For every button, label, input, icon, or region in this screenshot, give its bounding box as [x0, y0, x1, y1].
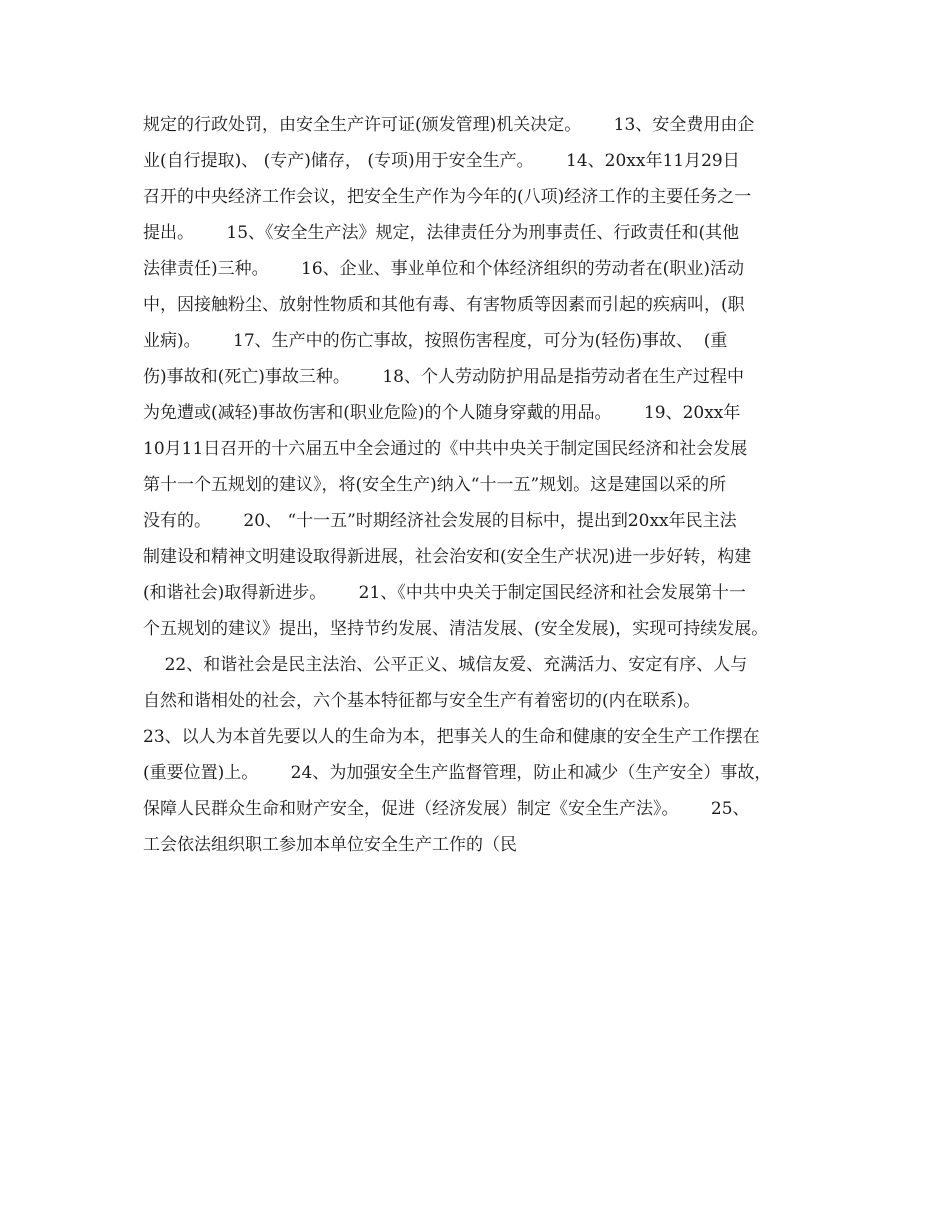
text-line: (重要位置)上。 24、为加强安全生产监督管理，防止和减少（生产安全）事故，	[143, 763, 772, 783]
text-line: 10月11日召开的十六届五中全会通过的《中共中央关于制定国民经济和社会发展	[143, 439, 748, 459]
text-line: 个五规划的建议》提出，坚持节约发展、清洁发展、(安全发展)，实现可持续发展。	[143, 619, 769, 639]
text-line: 伤)事故和(死亡)事故三种。 18、个人劳动防护用品是指劳动者在生产过程中	[143, 367, 744, 387]
text-line: (和谐社会)取得新进步。 21、《中共中央关于制定国民经济和社会发展第十一	[143, 583, 746, 603]
text-line: 自然和谐相处的社会，六个基本特征都与安全生产有着密切的(内在联系)。	[143, 691, 701, 711]
text-line: 为免遭或(减轻)事故伤害和(职业危险)的个人随身穿戴的用品。 19、20xx年	[143, 403, 741, 423]
text-line: 召开的中央经济工作会议，把安全生产作为今年的(八项)经济工作的主要任务之一	[143, 187, 752, 207]
text-line: 保障人民群众生命和财产安全，促进（经济发展）制定《安全生产法》。 25、	[143, 799, 750, 819]
text-line: 规定的行政处罚，由安全生产许可证(颁发管理)机关决定。 13、安全费用由企	[143, 115, 755, 135]
text-line: 业(自行提取)、 (专产)储存， (专项)用于安全生产。 14、20xx年11月29日	[143, 151, 740, 171]
text-line: 23、以人为本首先要以人的生命为本，把事关人的生命和健康的安全生产工作摆在	[143, 727, 760, 747]
text-line: 22、和谐社会是民主法治、公平正义、城信友爱、充满活力、安定有序、人与	[143, 655, 748, 675]
text-line: 业病)。 17、生产中的伤亡事故，按照伤害程度，可分为(轻伤)事故、 (重	[143, 331, 728, 351]
text-line: 中，因接触粉尘、放射性物质和其他有毒、有害物质等因素而引起的疾病叫，(职	[143, 295, 745, 315]
text-line: 没有的。 20、 “十一五”时期经济社会发展的目标中，提出到20xx年民主法	[143, 511, 737, 531]
text-line: 工会依法组织职工参加本单位安全生产工作的（民	[143, 835, 517, 855]
text-line: 法律责任)三种。 16、企业、事业单位和个体经济组织的劳动者在(职业)活动	[143, 259, 744, 279]
text-line: 制建设和精神文明建设取得新进展，社会治安和(安全生产状况)进一步好转，构建	[143, 547, 752, 567]
text-line: 第十一个五规划的建议》，将(安全生产)纳入“十一五”规划。这是建国以采的所	[143, 475, 727, 495]
text-line: 提出。 15、《安全生产法》规定，法律责任分为刑事责任、行政责任和(其他	[143, 223, 740, 243]
